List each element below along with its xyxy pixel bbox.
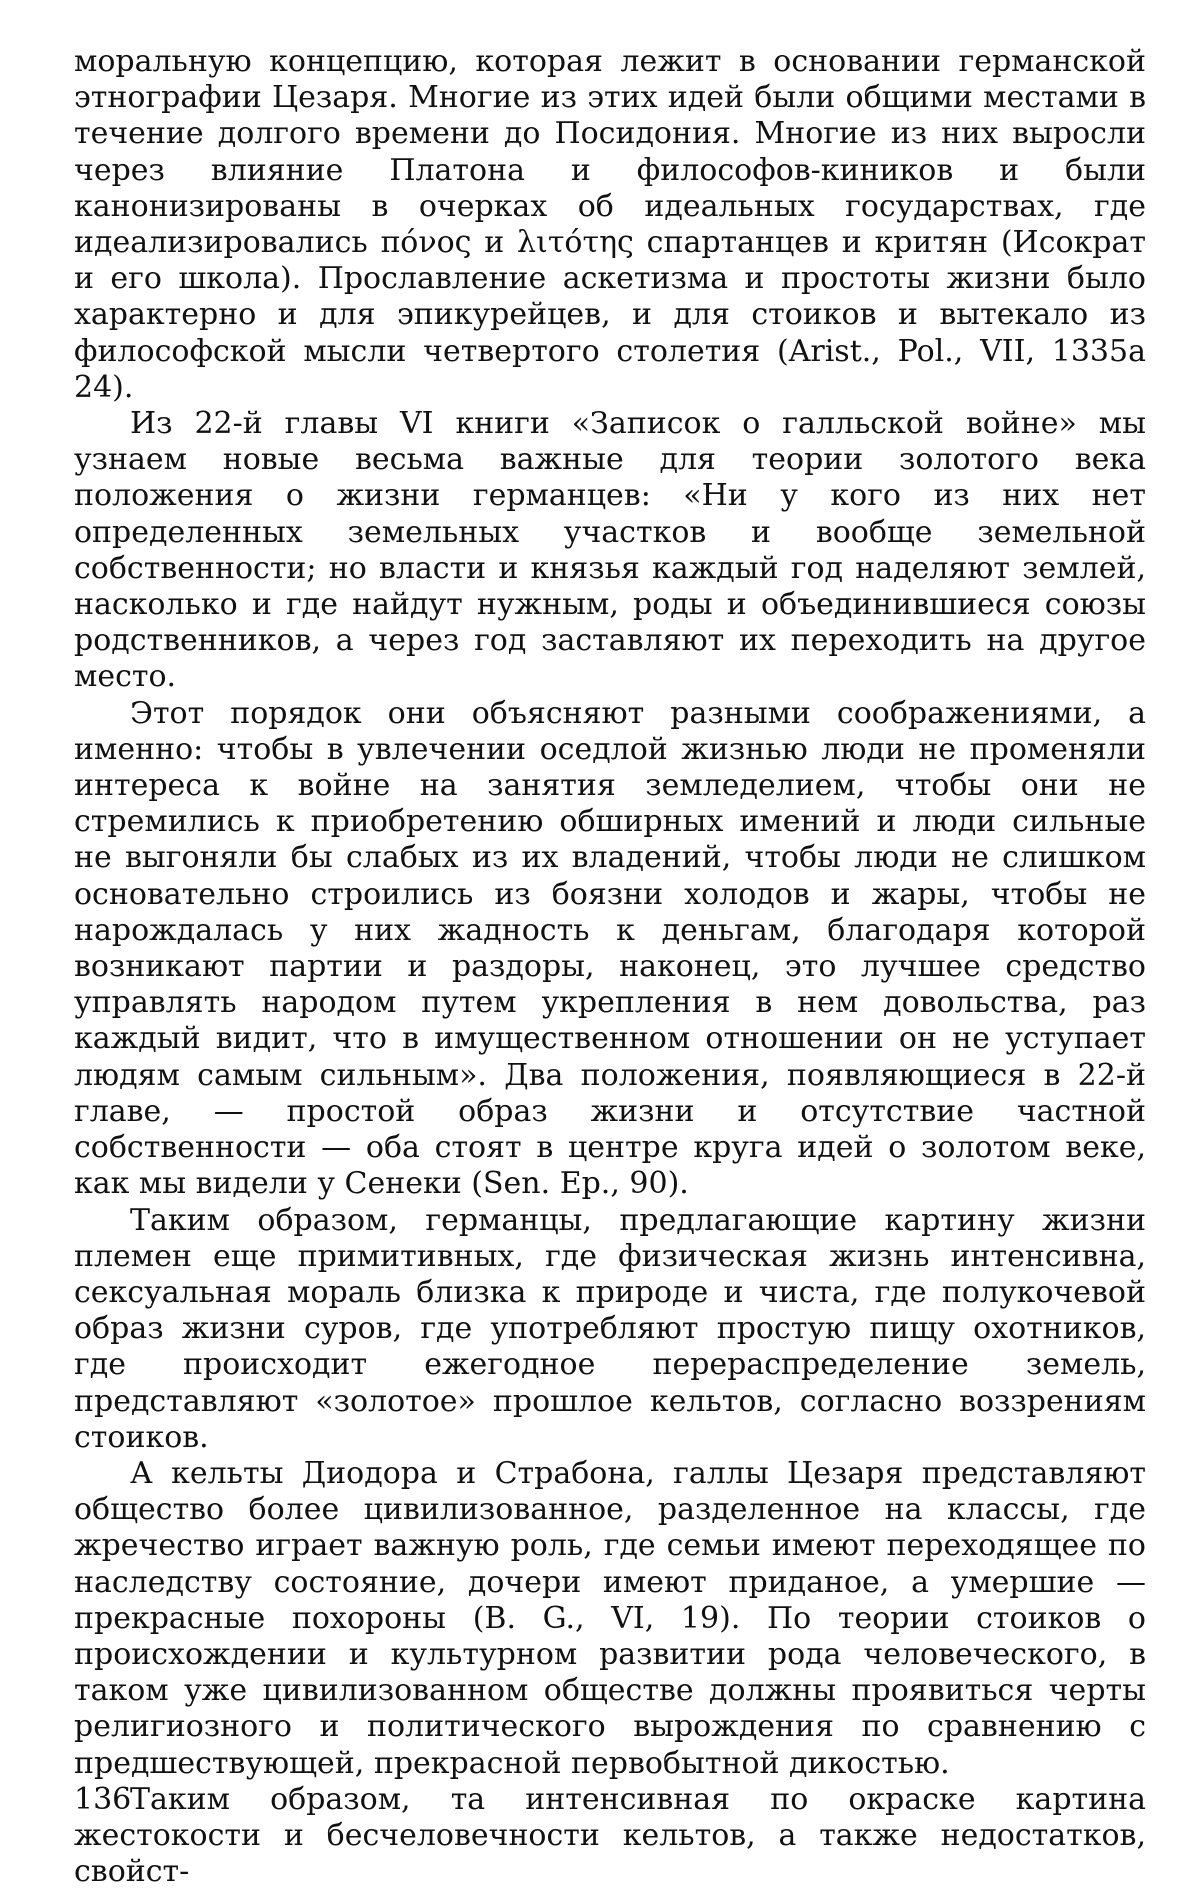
paragraph-chapter-22: Из 22-й главы VI книги «Записок о галльской войне» мы узнаем новые весьма важные для теории золотого века положения о жизни германцев: «Ни у кого из них нет определенных земельных участков и вообще земельной собственности; но власти и князья каждый год наделяют землей, насколько и где найдут нужным, роды и объединившиеся союзы родственников, а через год заставляют их переходить на другое место. [74, 406, 1146, 695]
body-text [74, 44, 1146, 1890]
paragraph-final: Таким образом, та интенсивная по окраске картина жестокости и бесчеловечности кельтов, а также недостатков, свойст- [74, 1781, 1146, 1890]
paragraph-celts-society: А кельты Диодора и Страбона, галлы Цезаря представляют общество более цивилизованное, разделенное на классы, где жречество играет важную роль, где семьи имеют переходящее по наследству состояние, дочери имеют приданое, а умершие — прекрасные похороны (B. G., VI, 19). По теории стоиков о происхождении и культурном развитии рода человеческого, в таком уже цивилизованном обществе должны проявиться черты религиозного и политического вырождения по сравнению с предшествующей, прекрасной первобытной дикостью. [74, 1455, 1146, 1781]
paragraph-explanation: Этот порядок они объясняют разными соображениями, а именно: чтобы в увлечении оседлой жизнью люди не променяли интереса к войне на занятия земледелием, чтобы они не стремились к приобретению обширных имений и люди сильные не выгоняли бы слабых из их владений, чтобы люди не слишком основательно строились из боязни холодов и жары, чтобы не нарождалась у них жадность к деньгам, благодаря которой возникают партии и раздоры, наконец, это лучшее средство управлять народом путем укрепления в нем довольства, раз каждый видит, что в имущественном отношении он не уступает людям самым сильным». Два положения, появляющиеся в 22-й главе, — простой образ жизни и отсутствие частной собственности — оба стоят в центре круга идей о золотом веке, как мы видели у Сенеки (Sen. Ep., 90). [74, 695, 1146, 1202]
page-number: 136 [74, 1782, 132, 1817]
paragraph-continuation: моральную концепцию, которая лежит в основании германской этнографии Цезаря. Многие из этих идей были общими местами в течение долгого времени до Посидония. Многие из них выросли через влияние Платона и философов-киников и были канонизированы в очерках об идеальных государствах, где идеализировались πόνος и λιτότης спартанцев и критян (Исократ и его школа). Прославление аскетизма и простоты жизни было характерно и для эпикурейцев, и для стоиков и вытекало из философской мысли четвертого столетия (Arist., Pol., VII, 1335a 24). [74, 44, 1146, 405]
paragraph-germans-summary: Таким образом, германцы, предлагающие картину жизни племен еще примитивных, где физическая жизнь интенсивна, сексуальная мораль близка к природе и чиста, где полукочевой образ жизни суров, где употребляют простую пищу охотников, где происходит ежегодное перераспределение земель, представляют «золотое» прошлое кельтов, согласно воззрениям стоиков. [74, 1202, 1146, 1455]
